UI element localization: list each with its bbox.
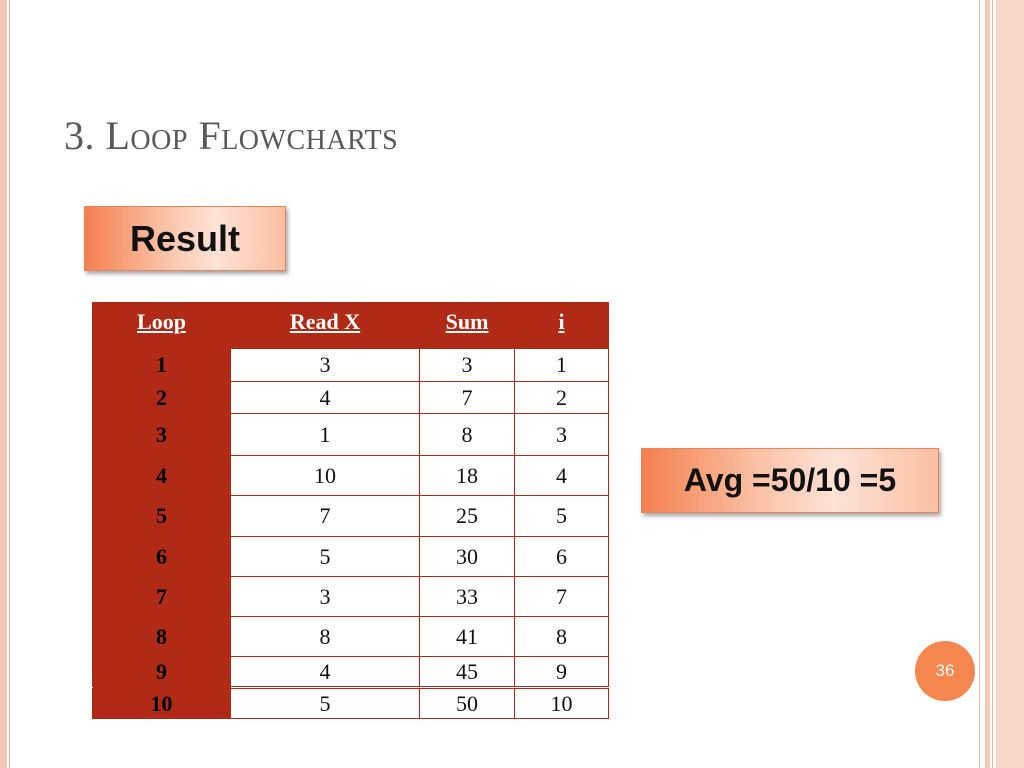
table-row — [93, 657, 609, 688]
cell-i: 1 — [515, 349, 609, 382]
cell-loop: 1 — [93, 349, 231, 382]
cell-loop: 3 — [93, 414, 231, 456]
slide-frame-left-line — [9, 0, 10, 768]
page-number: 36 — [935, 661, 955, 680]
cell-loop: 9 — [93, 657, 231, 688]
result-callout — [84, 206, 286, 271]
header-i: i — [515, 303, 609, 349]
slide-frame-right-band — [985, 0, 990, 768]
cell-sum: 50 — [420, 688, 515, 719]
slide-title: 3. Loop Flowcharts — [64, 113, 399, 158]
cell-sum: 25 — [420, 496, 515, 537]
cell-i: 7 — [515, 577, 609, 617]
cell-i: 5 — [515, 496, 609, 537]
table-header-row — [93, 303, 609, 349]
cell-sum: 45 — [420, 657, 515, 688]
slide-frame-right-line — [979, 0, 980, 768]
page-number-badge — [915, 641, 975, 701]
cell-loop: 7 — [93, 577, 231, 617]
cell-sum: 33 — [420, 577, 515, 617]
cell-i: 10 — [515, 688, 609, 719]
cell-read-x: 8 — [231, 617, 420, 657]
slide-frame-left — [0, 0, 7, 768]
cell-read-x: 5 — [231, 537, 420, 577]
cell-loop: 2 — [93, 382, 231, 414]
cell-read-x: 3 — [231, 577, 420, 617]
table-row — [93, 577, 609, 617]
cell-read-x: 4 — [231, 657, 420, 688]
table-row — [93, 382, 609, 414]
result-label: Result — [129, 217, 241, 259]
cell-read-x: 3 — [231, 349, 420, 382]
header-sum: Sum — [420, 303, 515, 349]
table-row — [93, 688, 609, 719]
cell-i: 8 — [515, 617, 609, 657]
cell-read-x: 7 — [231, 496, 420, 537]
table-row — [93, 456, 609, 496]
loop-trace-table — [92, 302, 609, 719]
average-callout — [641, 448, 939, 513]
cell-i: 3 — [515, 414, 609, 456]
slide-frame-right-edge — [996, 0, 1024, 768]
average-label: Avg =50/10 =5 — [683, 462, 897, 498]
cell-i: 4 — [515, 456, 609, 496]
cell-sum: 41 — [420, 617, 515, 657]
cell-read-x: 1 — [231, 414, 420, 456]
table-row — [93, 537, 609, 577]
cell-sum: 3 — [420, 349, 515, 382]
slide-frame-right-line-inner — [992, 0, 993, 768]
cell-i: 2 — [515, 382, 609, 414]
cell-loop: 4 — [93, 456, 231, 496]
cell-i: 6 — [515, 537, 609, 577]
cell-loop: 10 — [93, 688, 231, 719]
cell-read-x: 4 — [231, 382, 420, 414]
cell-sum: 30 — [420, 537, 515, 577]
cell-sum: 7 — [420, 382, 515, 414]
cell-read-x: 10 — [231, 456, 420, 496]
cell-loop: 8 — [93, 617, 231, 657]
table-row — [93, 349, 609, 382]
cell-loop: 5 — [93, 496, 231, 537]
cell-i: 9 — [515, 657, 609, 688]
cell-sum: 18 — [420, 456, 515, 496]
table-row — [93, 496, 609, 537]
cell-loop: 6 — [93, 537, 231, 577]
cell-sum: 8 — [420, 414, 515, 456]
cell-read-x: 5 — [231, 688, 420, 719]
table-body — [93, 349, 609, 719]
header-read-x: Read X — [231, 303, 420, 349]
table-row — [93, 617, 609, 657]
table-row — [93, 414, 609, 456]
header-loop: Loop — [93, 303, 231, 349]
